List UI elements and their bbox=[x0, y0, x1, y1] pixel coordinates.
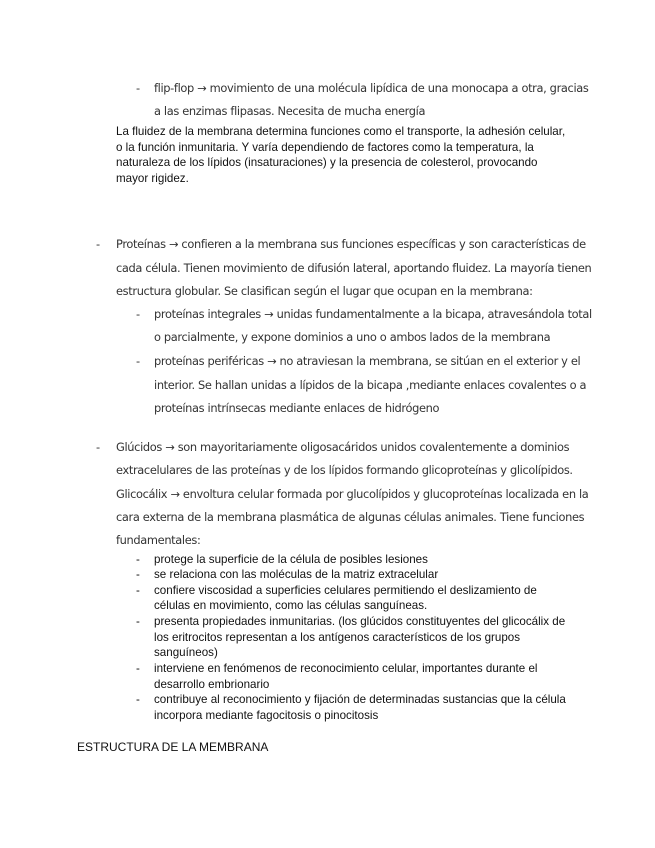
section-heading: ESTRUCTURA DE LA MEMBRANA bbox=[77, 740, 269, 754]
funcion-bullet: - bbox=[136, 553, 140, 566]
funcion-line: presenta propiedades inmunitarias. (los glúcidos constituyentes del glicocálix de bbox=[154, 615, 566, 628]
proteinas-bullet: - bbox=[96, 237, 100, 251]
perifericas-line-2: interior. Se hallan unidas a lípidos de la bicapa ,mediante enlaces covalentes o a bbox=[154, 378, 587, 392]
glucidos-bullet: - bbox=[96, 440, 100, 454]
funcion-line: confiere viscosidad a superficies celulares permitiendo el deslizamiento de bbox=[154, 584, 537, 597]
funcion-line: células en movimiento, como las células sanguíneas. bbox=[154, 599, 428, 612]
integrales-bullet: - bbox=[136, 307, 140, 321]
funcion-line: contribuye al reconocimiento y fijación de determinadas sustancias que la célula bbox=[154, 693, 566, 706]
perifericas-line-1: proteínas periféricas → no atraviesan la membrana, se sitúan en el exterior y el bbox=[154, 354, 581, 368]
flipflop-bullet: - bbox=[136, 81, 140, 95]
fluidez-line-4: mayor rigidez. bbox=[116, 172, 189, 185]
proteinas-line-1: Proteínas → confieren a la membrana sus funciones específicas y son características de bbox=[116, 237, 586, 251]
perifericas-line-3: proteínas intrínsecas mediante enlaces de hidrógeno bbox=[154, 401, 440, 415]
funcion-bullet: - bbox=[136, 693, 140, 706]
glucidos-line-1: Glúcidos → son mayoritariamente oligosacáridos unidos covalentemente a dominios bbox=[116, 440, 570, 454]
fluidez-line-2: o la función inmunitaria. Y varía dependiendo de factores como la temperatura, la bbox=[116, 141, 534, 154]
funcion-bullet: - bbox=[136, 615, 140, 628]
fluidez-line-3: naturaleza de los lípidos (insaturaciones) y la presencia de colesterol, provocando bbox=[116, 156, 538, 169]
flipflop-line-1: flip-flop → movimiento de una molécula lipídica de una monocapa a otra, gracias bbox=[154, 81, 589, 95]
proteinas-line-2: cada célula. Tienen movimiento de difusión lateral, aportando fluidez. La mayoría tienen bbox=[116, 261, 592, 275]
funcion-line: interviene en fenómenos de reconocimiento celular, importantes durante el bbox=[154, 662, 538, 675]
funcion-line: protege la superficie de la célula de posibles lesiones bbox=[154, 553, 428, 566]
funcion-bullet: - bbox=[136, 662, 140, 675]
fluidez-line-1: La fluidez de la membrana determina funciones como el transporte, la adhesión celular, bbox=[116, 125, 566, 138]
perifericas-bullet: - bbox=[136, 354, 140, 368]
funcion-line: los eritrocitos representan a los antígenos característicos de los grupos bbox=[154, 631, 521, 644]
glucidos-line-5: fundamentales: bbox=[116, 533, 201, 547]
funcion-line: se relaciona con las moléculas de la matriz extracelular bbox=[154, 568, 439, 581]
funcion-line: incorpora mediante fagocitosis o pinocitosis bbox=[154, 709, 379, 722]
glucidos-line-3: Glicocálix → envoltura celular formada por glucolípidos y glucoproteínas localizada en la bbox=[116, 487, 589, 501]
proteinas-line-3: estructura globular. Se clasifican según el lugar que ocupan en la membrana: bbox=[116, 284, 533, 298]
funcion-bullet: - bbox=[136, 568, 140, 581]
flipflop-line-2: a las enzimas flipasas. Necesita de mucha energía bbox=[154, 104, 426, 118]
glucidos-line-4: cara externa de la membrana plasmática de algunas células animales. Tiene funciones bbox=[116, 510, 585, 524]
integrales-line-2: o parcialmente, y expone dominios a uno o ambos lados de la membrana bbox=[154, 330, 551, 344]
funcion-bullet: - bbox=[136, 584, 140, 597]
funcion-line: desarrollo embrionario bbox=[154, 678, 270, 691]
integrales-line-1: proteínas integrales → unidas fundamentalmente a la bicapa, atravesándola total bbox=[154, 307, 592, 321]
glucidos-line-2: extracelulares de las proteínas y de los lípidos formando glicoproteínas y glicolípidos. bbox=[116, 463, 573, 477]
funcion-line: sanguíneos) bbox=[154, 646, 218, 659]
